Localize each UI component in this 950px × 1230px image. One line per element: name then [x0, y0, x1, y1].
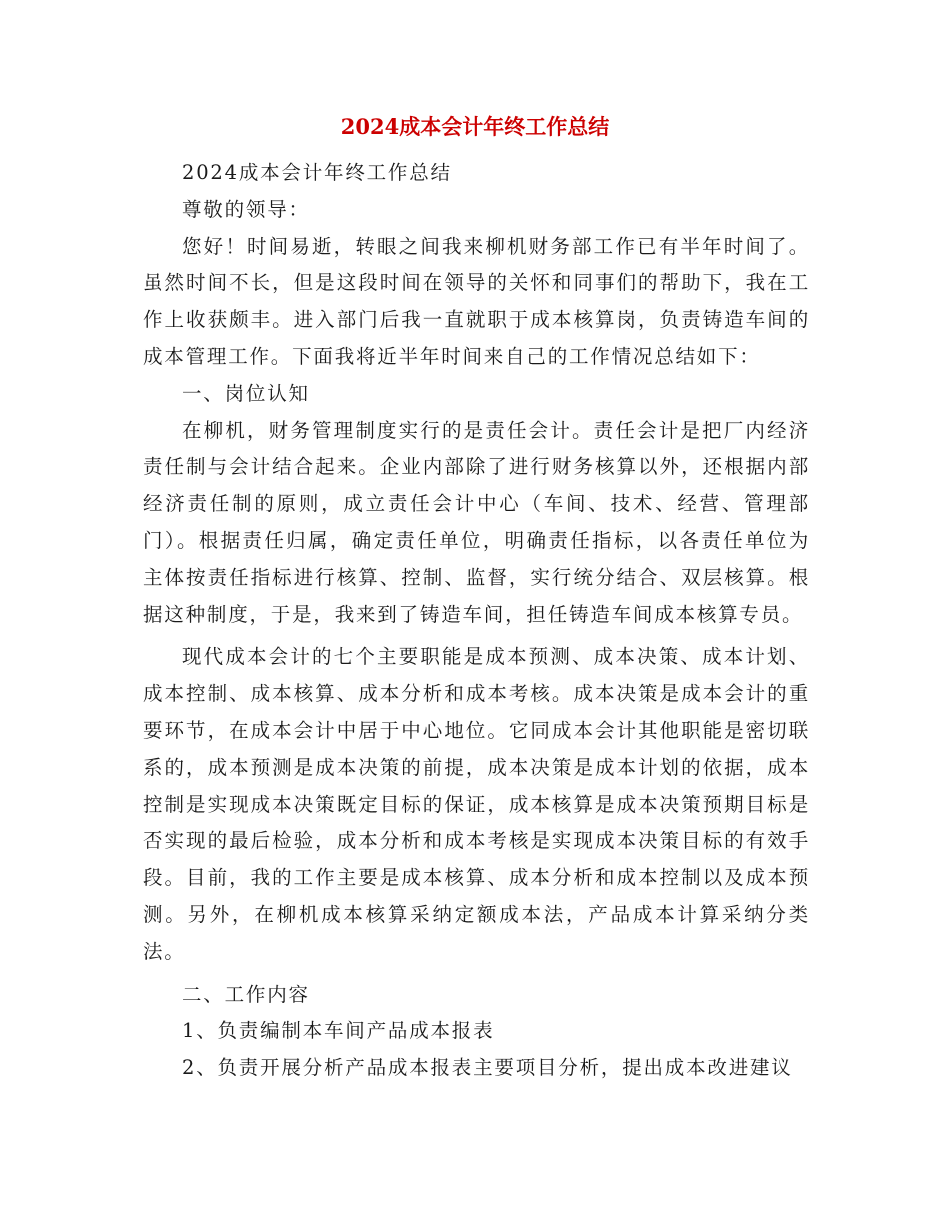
section-heading-work-content: 二、工作内容: [182, 982, 310, 1006]
body-paragraph-greeting: 您好！时间易逝，转眼之间我来柳机财务部工作已有半年时间了。虽然时间不长，但是这段时间在领导的关怀和同事们的帮助下，我在工作上收获颇丰。进入部门后我一直就职于成本核算岗，负责铸造车间的成本管理工作。下面我将近半年时间来自己的工作情况总结如下：: [143, 234, 810, 368]
body-paragraph-responsibility-accounting: 在柳机，财务管理制度实行的是责任会计。责任会计是把厂内经济责任制与会计结合起来。企业内部除了进行财务核算以外，还根据内部经济责任制的原则，成立责任会计中心（车间、技术、经营、管理部门）。根据责任归属，确定责任单位，明确责任指标，以各责任单位为主体按责任指标进行核算、控制、监督，实行统分结合、双层核算。根据这种制度，于是，我来到了铸造车间，担任铸造车间成本核算专员。: [143, 418, 810, 626]
document-title: 2024成本会计年终工作总结: [340, 114, 610, 139]
list-item-1: 1、负责编制本车间产品成本报表: [182, 1019, 495, 1043]
body-paragraph-cost-functions: 现代成本会计的七个主要职能是成本预测、成本决策、成本计划、成本控制、成本核算、成本分析和成本考核。成本决策是成本会计的重要环节，在成本会计中居于中心地位。它同成本会计其他职能是密切联系的，成本预测是成本决策的前提，成本决策是成本计划的依据，成本控制是实现成本决策既定目标的保证，成本核算是成本决策预期目标是否实现的最后检验，成本分析和成本考核是实现成本决策目标的有效手段。目前，我的工作主要是成本核算、成本分析和成本控制以及成本预测。另外，在柳机成本核算采纳定额成本法，产品成本计算采纳分类法。: [143, 645, 810, 963]
document-body: [143, 155, 810, 1087]
list-item-2: 2、负责开展分析产品成本报表主要项目分析，提出成本改进建议: [182, 1056, 793, 1080]
body-paragraph-salutation: 尊敬的领导：: [182, 197, 310, 221]
body-paragraph-heading-repeat: 2024成本会计年终工作总结: [182, 161, 452, 184]
section-heading-role: 一、岗位认知: [182, 381, 310, 405]
